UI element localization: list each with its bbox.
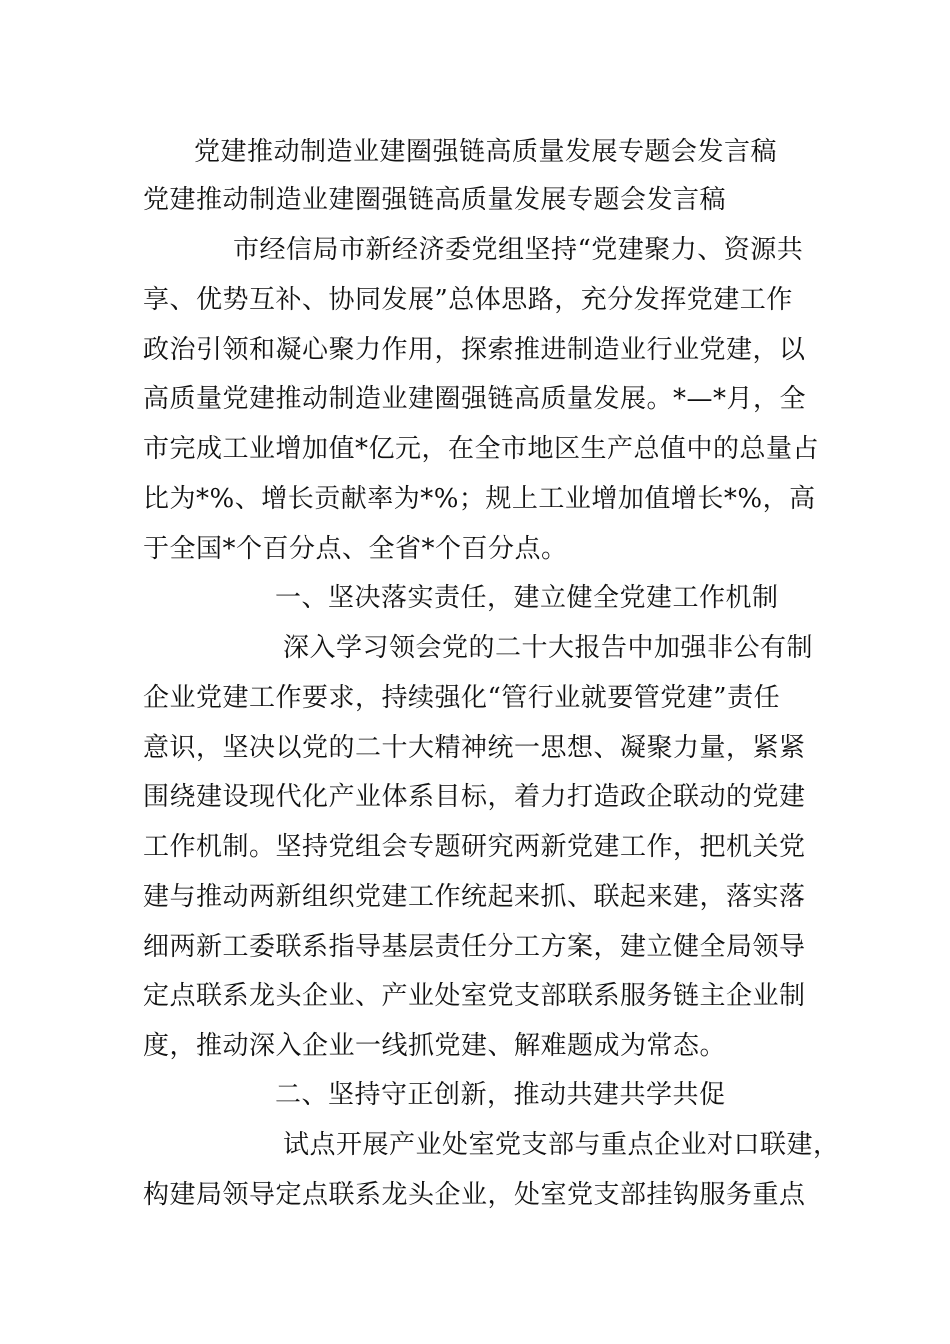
paragraph-line: 于全国*个百分点、全省*个百分点。: [143, 534, 568, 564]
paragraph-line: 建与推动两新组织党建工作统起来抓、联起来建，落实落: [143, 882, 806, 912]
paragraph-line: 定点联系龙头企业、产业处室党支部联系服务链主企业制: [143, 981, 806, 1011]
paragraph-line: 深入学习领会党的二十大报告中加强非公有制: [283, 633, 814, 663]
paragraph-line: 围绕建设现代化产业体系目标，着力打造政企联动的党建: [143, 782, 806, 812]
paragraph-line: 意识，坚决以党的二十大精神统一思想、凝聚力量，紧紧: [143, 733, 806, 763]
section-heading-2: 二、坚持守正创新，推动共建共学共促: [275, 1080, 726, 1110]
paragraph-line: 享、优势互补、协同发展”总体思路，充分发挥党建工作: [143, 285, 793, 315]
paragraph-line: 细两新工委联系指导基层责任分工方案，建立健全局领导: [143, 932, 806, 962]
paragraph-line: 工作机制。坚持党组会专题研究两新党建工作，把机关党: [143, 832, 806, 862]
paragraph-line: 市完成工业增加值*亿元，在全市地区生产总值中的总量占: [143, 434, 820, 464]
paragraph-line: 政治引领和凝心聚力作用，探索推进制造业行业党建，以: [143, 335, 806, 365]
paragraph-line: 市经信局市新经济委党组坚持“党建聚力、资源共: [233, 235, 804, 265]
document-title-repeat: 党建推动制造业建圈强链高质量发展专题会发言稿: [194, 137, 778, 167]
paragraph-line: 企业党建工作要求，持续强化“管行业就要管党建”责任: [143, 683, 781, 713]
paragraph-line: 高质量党建推动制造业建圈强链高质量发展。*—*月，全: [143, 384, 807, 414]
paragraph-line: 比为*%、增长贡献率为*%；规上工业增加值增长*%，高: [143, 484, 816, 514]
paragraph-line: 度，推动深入企业一线抓党建、解难题成为常态。: [143, 1031, 727, 1061]
paragraph-line: 构建局领导定点联系龙头企业，处室党支部挂钩服务重点: [143, 1180, 806, 1210]
paragraph-line: 试点开展产业处室党支部与重点企业对口联建，: [283, 1130, 840, 1160]
section-heading-1: 一、坚决落实责任，建立健全党建工作机制: [275, 583, 779, 613]
document-title: 党建推动制造业建圈强链高质量发展专题会发言稿: [143, 185, 727, 215]
